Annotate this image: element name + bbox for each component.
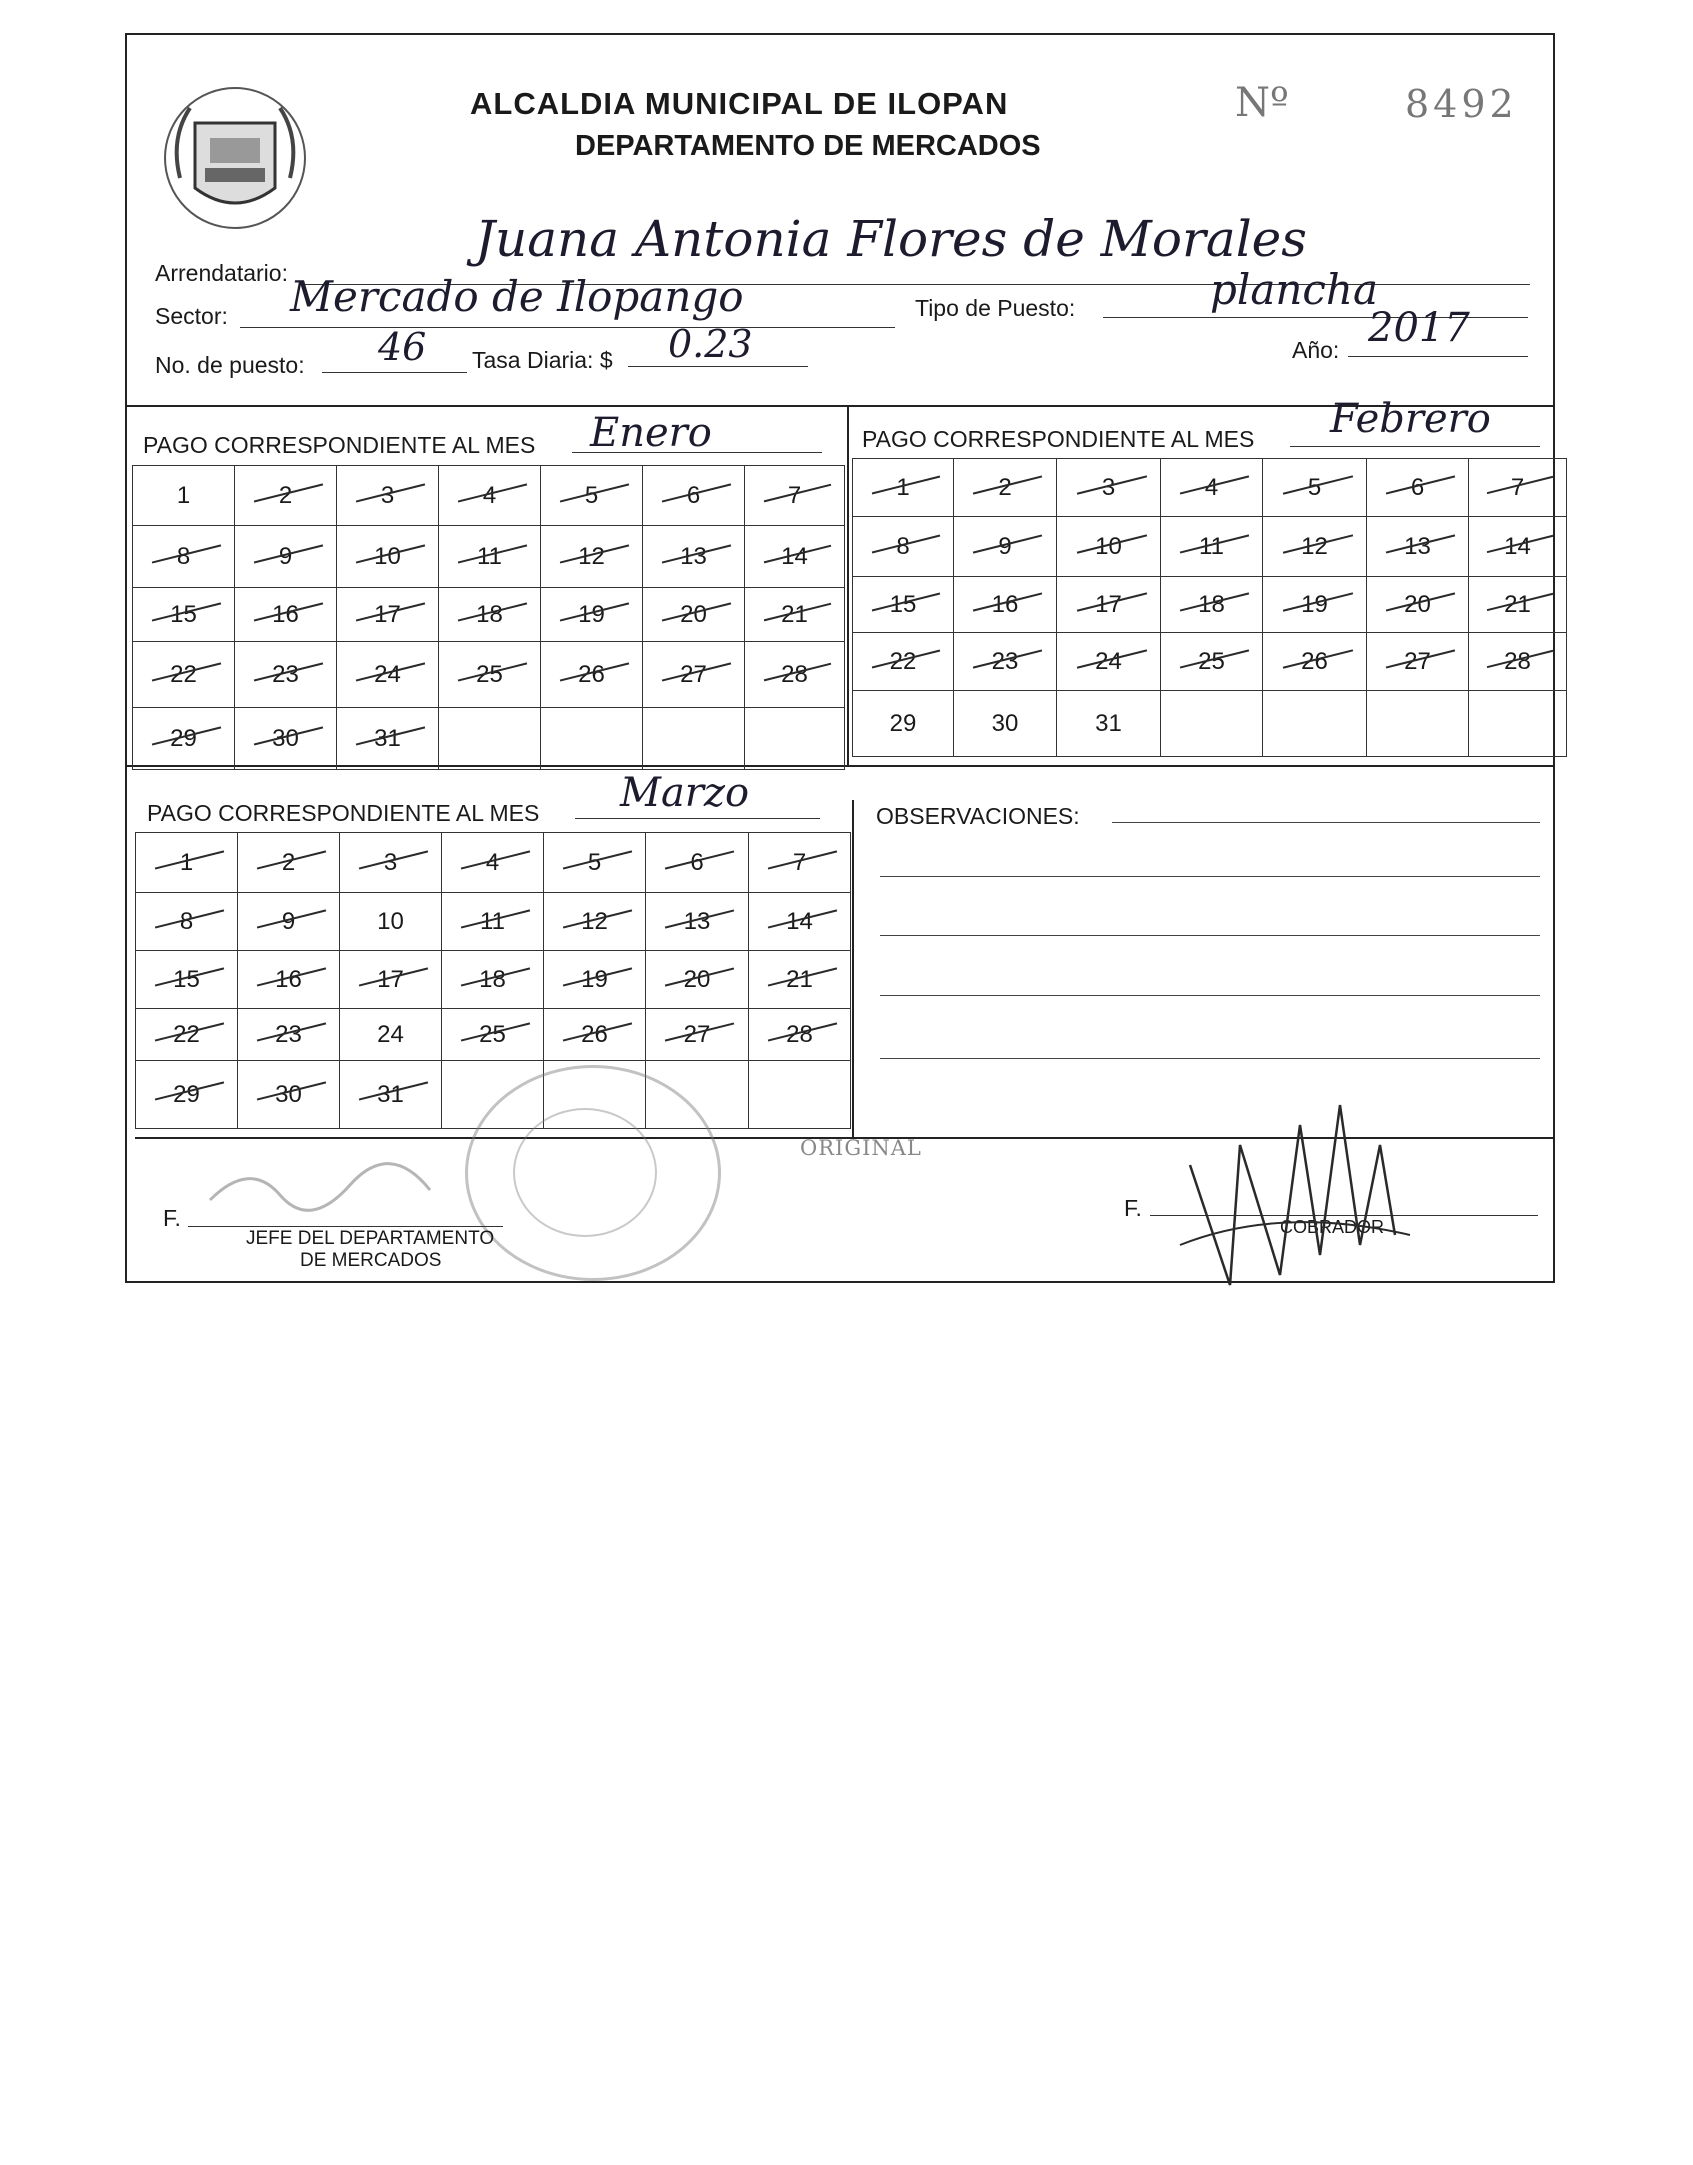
- day-cell: 8: [853, 517, 954, 577]
- anio-label: Año:: [1292, 337, 1340, 363]
- marzo-grid: [135, 832, 851, 1129]
- original-mark: ORIGINAL: [800, 1136, 922, 1160]
- day-cell: 28: [749, 1009, 851, 1061]
- day-cell: 1: [136, 833, 238, 893]
- tasa-label: Tasa Diaria: $: [472, 347, 613, 373]
- day-cell: 12: [544, 893, 646, 951]
- tasa-value: 0.23: [668, 322, 753, 366]
- day-cell: 18: [1161, 577, 1263, 633]
- cobrador-signature: [1170, 1085, 1430, 1315]
- day-cell: 11: [1161, 517, 1263, 577]
- day-cell: 1: [853, 459, 954, 517]
- jefe-signature: [200, 1150, 450, 1220]
- day-cell: 2: [238, 833, 340, 893]
- day-cell: 4: [439, 466, 541, 526]
- day-cell: 22: [133, 642, 235, 708]
- day-cell: 31: [340, 1061, 442, 1129]
- day-cell: 17: [340, 951, 442, 1009]
- number-value: 8492: [1405, 82, 1518, 126]
- obs-line-3: [880, 935, 1540, 936]
- day-cell: 26: [544, 1009, 646, 1061]
- obs-line-4: [880, 995, 1540, 996]
- day-cell: 16: [235, 588, 337, 642]
- obs-line-5: [880, 1058, 1540, 1059]
- day-cell: 23: [238, 1009, 340, 1061]
- day-cell: 10: [1057, 517, 1161, 577]
- day-cell: 7: [749, 833, 851, 893]
- day-cell: 4: [1161, 459, 1263, 517]
- enero-grid: [132, 465, 845, 770]
- day-cell: 13: [643, 526, 745, 588]
- jefe-label-line1: JEFE DEL DEPARTAMENTO: [246, 1228, 495, 1249]
- day-cell: 22: [853, 633, 954, 691]
- observaciones-label: OBSERVACIONES:: [876, 803, 1080, 829]
- month-enero-value: Enero: [590, 410, 712, 456]
- day-cell: 23: [954, 633, 1057, 691]
- month-header-marzo-label: PAGO CORRESPONDIENTE AL MES: [147, 800, 540, 826]
- day-cell: 30: [954, 691, 1057, 757]
- month-header-febrero-label: PAGO CORRESPONDIENTE AL MES: [862, 426, 1255, 452]
- day-cell: 8: [136, 893, 238, 951]
- arrendatario-value: Juana Antonia Flores de Morales: [475, 210, 1307, 268]
- puesto-label: No. de puesto:: [155, 352, 305, 378]
- anio-line: [1348, 356, 1528, 357]
- day-cell: 19: [541, 588, 643, 642]
- puesto-value: 46: [378, 325, 427, 369]
- month-marzo-value: Marzo: [620, 770, 750, 816]
- day-cell: 9: [235, 526, 337, 588]
- day-cell: 14: [749, 893, 851, 951]
- day-cell: 31: [337, 708, 439, 770]
- day-cell: 15: [133, 588, 235, 642]
- day-cell: 9: [954, 517, 1057, 577]
- month-header-enero-label: PAGO CORRESPONDIENTE AL MES: [143, 432, 536, 458]
- day-cell: 20: [1367, 577, 1469, 633]
- divider-jan-feb: [847, 405, 849, 765]
- sector-line: [240, 327, 895, 328]
- day-cell: 21: [745, 588, 845, 642]
- febrero-line: [1290, 446, 1540, 447]
- jefe-signature-line: [188, 1226, 503, 1227]
- divider-mar-obs: [852, 800, 854, 1138]
- day-cell: 16: [954, 577, 1057, 633]
- day-cell: 22: [136, 1009, 238, 1061]
- arrendatario-label: Arrendatario:: [155, 260, 288, 286]
- day-cell: 20: [643, 588, 745, 642]
- day-cell: 26: [1263, 633, 1367, 691]
- day-cell: 27: [643, 642, 745, 708]
- day-cell: 28: [1469, 633, 1567, 691]
- day-cell: 10: [340, 893, 442, 951]
- day-cell: 2: [954, 459, 1057, 517]
- day-cell: 15: [136, 951, 238, 1009]
- sector-label: Sector:: [155, 303, 228, 329]
- day-cell: 6: [646, 833, 749, 893]
- day-cell: 15: [853, 577, 954, 633]
- day-cell: 3: [1057, 459, 1161, 517]
- jefe-label-line2: DE MERCADOS: [300, 1250, 442, 1271]
- month-febrero-value: Febrero: [1330, 396, 1491, 442]
- tasa-line: [628, 366, 808, 367]
- day-cell: 9: [238, 893, 340, 951]
- day-cell: 19: [544, 951, 646, 1009]
- day-cell: 20: [646, 951, 749, 1009]
- day-cell: 7: [745, 466, 845, 526]
- f-label-right: F.: [1124, 1195, 1142, 1221]
- day-cell: 28: [745, 642, 845, 708]
- day-cell: 1: [133, 466, 235, 526]
- anio-value: 2017: [1368, 305, 1470, 351]
- day-cell: 18: [439, 588, 541, 642]
- day-cell: 21: [749, 951, 851, 1009]
- day-cell: 17: [1057, 577, 1161, 633]
- day-cell: 3: [340, 833, 442, 893]
- municipal-stamp-inner: [513, 1108, 657, 1237]
- day-cell: 13: [646, 893, 749, 951]
- day-cell: 7: [1469, 459, 1567, 517]
- obs-line-2: [880, 876, 1540, 877]
- day-cell: 21: [1469, 577, 1567, 633]
- f-label-left: F.: [163, 1205, 181, 1231]
- day-cell: 24: [340, 1009, 442, 1061]
- day-cell: 6: [1367, 459, 1469, 517]
- obs-line-1: [1112, 822, 1540, 823]
- day-cell: 10: [337, 526, 439, 588]
- day-cell: 4: [442, 833, 544, 893]
- febrero-grid: [852, 458, 1567, 757]
- day-cell: 5: [541, 466, 643, 526]
- page-title: ALCALDIA MUNICIPAL DE ILOPAN: [470, 86, 1009, 121]
- day-cell: 2: [235, 466, 337, 526]
- page-subtitle: DEPARTAMENTO DE MERCADOS: [575, 130, 1041, 162]
- day-cell: 5: [544, 833, 646, 893]
- day-cell: 12: [541, 526, 643, 588]
- day-cell: 12: [1263, 517, 1367, 577]
- day-cell: 29: [853, 691, 954, 757]
- sector-value: Mercado de Ilopango: [290, 272, 744, 321]
- puesto-line: [322, 372, 467, 373]
- day-cell: 8: [133, 526, 235, 588]
- day-cell: 31: [1057, 691, 1161, 757]
- day-cell: 29: [133, 708, 235, 770]
- day-cell: 5: [1263, 459, 1367, 517]
- tipo-value: plancha: [1210, 265, 1379, 314]
- day-cell: 24: [337, 642, 439, 708]
- day-cell: 16: [238, 951, 340, 1009]
- day-cell: 19: [1263, 577, 1367, 633]
- day-cell: 23: [235, 642, 337, 708]
- tipo-label: Tipo de Puesto:: [915, 295, 1076, 321]
- day-cell: 29: [136, 1061, 238, 1129]
- number-label: Nº: [1235, 80, 1289, 126]
- day-cell: 25: [1161, 633, 1263, 691]
- day-cell: 3: [337, 466, 439, 526]
- day-cell: 13: [1367, 517, 1469, 577]
- day-cell: 14: [1469, 517, 1567, 577]
- municipal-seal-logo: [160, 78, 310, 238]
- day-cell: 18: [442, 951, 544, 1009]
- day-cell: 24: [1057, 633, 1161, 691]
- cobrador-label: COBRADOR: [1280, 1217, 1385, 1237]
- day-cell: 30: [238, 1061, 340, 1129]
- day-cell: 6: [643, 466, 745, 526]
- day-cell: 30: [235, 708, 337, 770]
- day-cell: 11: [439, 526, 541, 588]
- day-cell: 27: [646, 1009, 749, 1061]
- day-cell: 11: [442, 893, 544, 951]
- day-cell: 17: [337, 588, 439, 642]
- day-cell: 27: [1367, 633, 1469, 691]
- day-cell: 26: [541, 642, 643, 708]
- day-cell: 25: [442, 1009, 544, 1061]
- day-cell: 25: [439, 642, 541, 708]
- day-cell: 14: [745, 526, 845, 588]
- marzo-line: [575, 818, 820, 819]
